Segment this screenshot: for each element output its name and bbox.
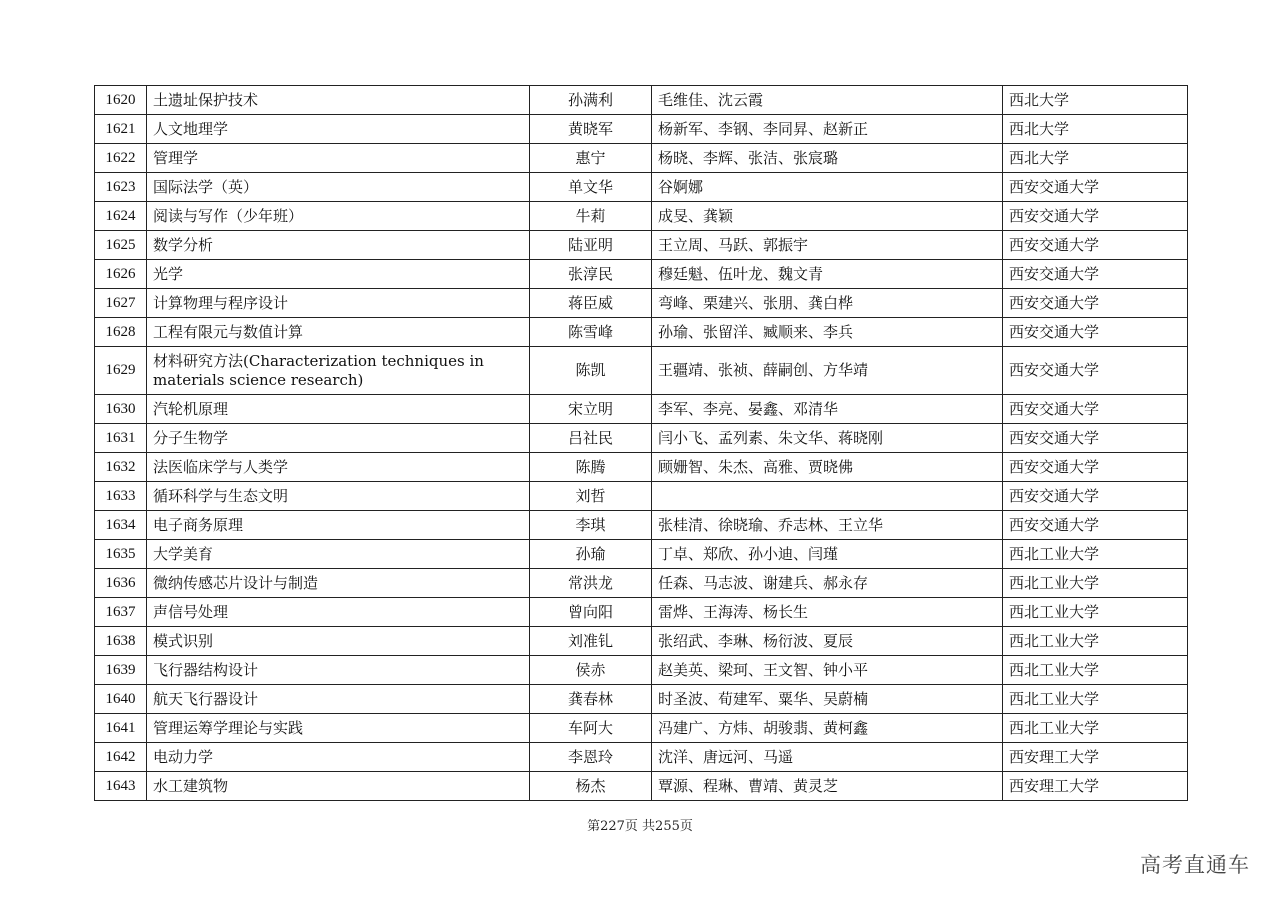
row-id-cell: 1638 (95, 627, 147, 656)
team-members-cell: 王立周、马跃、郭振宇 (652, 231, 1003, 260)
team-members-cell: 顾姗智、朱杰、高雅、贾晓佛 (652, 453, 1003, 482)
school-cell: 西北工业大学 (1003, 627, 1188, 656)
row-id-cell: 1628 (95, 318, 147, 347)
row-id-cell: 1629 (95, 347, 147, 395)
team-members-cell: 穆廷魁、伍叶龙、魏文青 (652, 260, 1003, 289)
table-row (95, 743, 1188, 772)
table-row (95, 395, 1188, 424)
team-members-cell: 张桂清、徐晓瑜、乔志林、王立华 (652, 511, 1003, 540)
table-row (95, 86, 1188, 115)
table-row (95, 482, 1188, 511)
course-name-cell: 阅读与写作（少年班） (147, 202, 530, 231)
school-cell: 西安交通大学 (1003, 347, 1188, 395)
team-members-cell: 时圣波、荀建军、粟华、吴蔚楠 (652, 685, 1003, 714)
school-cell: 西北工业大学 (1003, 598, 1188, 627)
leader-cell: 黄晓军 (530, 115, 652, 144)
school-cell: 西北大学 (1003, 115, 1188, 144)
table-row (95, 714, 1188, 743)
school-cell: 西安交通大学 (1003, 260, 1188, 289)
leader-cell: 曾向阳 (530, 598, 652, 627)
school-cell: 西安交通大学 (1003, 395, 1188, 424)
school-cell: 西安交通大学 (1003, 511, 1188, 540)
course-name-cell: 水工建筑物 (147, 772, 530, 801)
row-id-cell: 1626 (95, 260, 147, 289)
course-name-cell: 循环科学与生态文明 (147, 482, 530, 511)
row-id-cell: 1632 (95, 453, 147, 482)
course-name-cell: 人文地理学 (147, 115, 530, 144)
leader-cell: 龚春林 (530, 685, 652, 714)
table-row (95, 115, 1188, 144)
row-id-cell: 1630 (95, 395, 147, 424)
table-row (95, 453, 1188, 482)
leader-cell: 吕社民 (530, 424, 652, 453)
row-id-cell: 1639 (95, 656, 147, 685)
course-name-cell: 微纳传感芯片设计与制造 (147, 569, 530, 598)
row-id-cell: 1637 (95, 598, 147, 627)
team-members-cell: 孙瑜、张留洋、臧顺来、李兵 (652, 318, 1003, 347)
row-id-cell: 1625 (95, 231, 147, 260)
table-row (95, 144, 1188, 173)
school-cell: 西安交通大学 (1003, 453, 1188, 482)
school-cell: 西安交通大学 (1003, 424, 1188, 453)
course-name-cell: 电动力学 (147, 743, 530, 772)
leader-cell: 陆亚明 (530, 231, 652, 260)
course-name-cell: 声信号处理 (147, 598, 530, 627)
table-row (95, 772, 1188, 801)
row-id-cell: 1643 (95, 772, 147, 801)
course-name-cell: 航天飞行器设计 (147, 685, 530, 714)
table-row (95, 540, 1188, 569)
team-members-cell: 弯峰、栗建兴、张朋、龚白桦 (652, 289, 1003, 318)
course-name-cell: 光学 (147, 260, 530, 289)
leader-cell: 杨杰 (530, 772, 652, 801)
table-row (95, 598, 1188, 627)
team-members-cell: 闫小飞、孟列素、朱文华、蒋晓刚 (652, 424, 1003, 453)
school-cell: 西安交通大学 (1003, 202, 1188, 231)
team-members-cell: 王疆靖、张祯、薛嗣创、方华靖 (652, 347, 1003, 395)
leader-cell: 常洪龙 (530, 569, 652, 598)
school-cell: 西北工业大学 (1003, 714, 1188, 743)
course-name-cell: 工程有限元与数值计算 (147, 318, 530, 347)
course-name-cell: 管理学 (147, 144, 530, 173)
leader-cell: 车阿大 (530, 714, 652, 743)
team-members-cell: 雷烨、王海涛、杨长生 (652, 598, 1003, 627)
course-table-body (95, 86, 1188, 801)
row-id-cell: 1621 (95, 115, 147, 144)
school-cell: 西安交通大学 (1003, 482, 1188, 511)
team-members-cell (652, 482, 1003, 511)
row-id-cell: 1627 (95, 289, 147, 318)
leader-cell: 宋立明 (530, 395, 652, 424)
team-members-cell: 杨晓、李辉、张洁、张宸璐 (652, 144, 1003, 173)
course-name-cell: 模式识别 (147, 627, 530, 656)
row-id-cell: 1641 (95, 714, 147, 743)
row-id-cell: 1631 (95, 424, 147, 453)
leader-cell: 牛莉 (530, 202, 652, 231)
leader-cell: 孙满利 (530, 86, 652, 115)
table-row (95, 627, 1188, 656)
table-row (95, 260, 1188, 289)
row-id-cell: 1633 (95, 482, 147, 511)
school-cell: 西安理工大学 (1003, 743, 1188, 772)
table-row (95, 231, 1188, 260)
team-members-cell: 覃源、程琳、曹靖、黄灵芝 (652, 772, 1003, 801)
team-members-cell: 冯建广、方炜、胡骏翡、黄柯鑫 (652, 714, 1003, 743)
school-cell: 西北工业大学 (1003, 685, 1188, 714)
school-cell: 西安交通大学 (1003, 318, 1188, 347)
course-name-cell: 大学美育 (147, 540, 530, 569)
leader-cell: 孙瑜 (530, 540, 652, 569)
leader-cell: 陈凯 (530, 347, 652, 395)
leader-cell: 惠宁 (530, 144, 652, 173)
leader-cell: 李恩玲 (530, 743, 652, 772)
page-footer: 第227页 共255页 (587, 819, 693, 834)
school-cell: 西安理工大学 (1003, 772, 1188, 801)
table-row (95, 424, 1188, 453)
row-id-cell: 1622 (95, 144, 147, 173)
table-row (95, 511, 1188, 540)
team-members-cell: 杨新军、李钢、李同昇、赵新正 (652, 115, 1003, 144)
table-row (95, 347, 1188, 395)
leader-cell: 张淳民 (530, 260, 652, 289)
school-cell: 西安交通大学 (1003, 289, 1188, 318)
course-name-cell: 数学分析 (147, 231, 530, 260)
course-name-cell: 材料研究方法(Characterization techniques in materials science research) (147, 347, 530, 395)
school-cell: 西北工业大学 (1003, 569, 1188, 598)
school-cell: 西北工业大学 (1003, 656, 1188, 685)
team-members-cell: 毛维佳、沈云霞 (652, 86, 1003, 115)
course-name-cell: 飞行器结构设计 (147, 656, 530, 685)
row-id-cell: 1640 (95, 685, 147, 714)
table-row (95, 318, 1188, 347)
row-id-cell: 1623 (95, 173, 147, 202)
leader-cell: 陈雪峰 (530, 318, 652, 347)
school-cell: 西安交通大学 (1003, 231, 1188, 260)
table-row (95, 656, 1188, 685)
school-cell: 西北工业大学 (1003, 540, 1188, 569)
table-row (95, 569, 1188, 598)
school-cell: 西北大学 (1003, 144, 1188, 173)
leader-cell: 刘准钆 (530, 627, 652, 656)
leader-cell: 蒋臣威 (530, 289, 652, 318)
row-id-cell: 1636 (95, 569, 147, 598)
table-row (95, 202, 1188, 231)
table-row (95, 289, 1188, 318)
leader-cell: 单文华 (530, 173, 652, 202)
school-cell: 西北大学 (1003, 86, 1188, 115)
leader-cell: 刘哲 (530, 482, 652, 511)
course-name-cell: 计算物理与程序设计 (147, 289, 530, 318)
team-members-cell: 李军、李亮、晏鑫、邓清华 (652, 395, 1003, 424)
team-members-cell: 沈洋、唐远河、马遥 (652, 743, 1003, 772)
school-cell: 西安交通大学 (1003, 173, 1188, 202)
watermark: 高考直通车 (1140, 853, 1250, 877)
table-row (95, 173, 1188, 202)
course-name-cell: 汽轮机原理 (147, 395, 530, 424)
row-id-cell: 1642 (95, 743, 147, 772)
leader-cell: 李琪 (530, 511, 652, 540)
row-id-cell: 1620 (95, 86, 147, 115)
row-id-cell: 1635 (95, 540, 147, 569)
course-name-cell: 分子生物学 (147, 424, 530, 453)
team-members-cell: 丁卓、郑欣、孙小迪、闫瑾 (652, 540, 1003, 569)
team-members-cell: 张绍武、李琳、杨衍波、夏辰 (652, 627, 1003, 656)
leader-cell: 陈腾 (530, 453, 652, 482)
course-name-cell: 电子商务原理 (147, 511, 530, 540)
row-id-cell: 1624 (95, 202, 147, 231)
leader-cell: 侯赤 (530, 656, 652, 685)
team-members-cell: 谷婀娜 (652, 173, 1003, 202)
table-row (95, 685, 1188, 714)
course-name-cell: 国际法学（英） (147, 173, 530, 202)
course-name-cell: 法医临床学与人类学 (147, 453, 530, 482)
team-members-cell: 任森、马志波、谢建兵、郝永存 (652, 569, 1003, 598)
course-name-cell: 管理运筹学理论与实践 (147, 714, 530, 743)
row-id-cell: 1634 (95, 511, 147, 540)
team-members-cell: 成旻、龚颖 (652, 202, 1003, 231)
course-name-cell: 土遗址保护技术 (147, 86, 530, 115)
team-members-cell: 赵美英、梁珂、王文智、钟小平 (652, 656, 1003, 685)
course-table (94, 85, 1188, 801)
